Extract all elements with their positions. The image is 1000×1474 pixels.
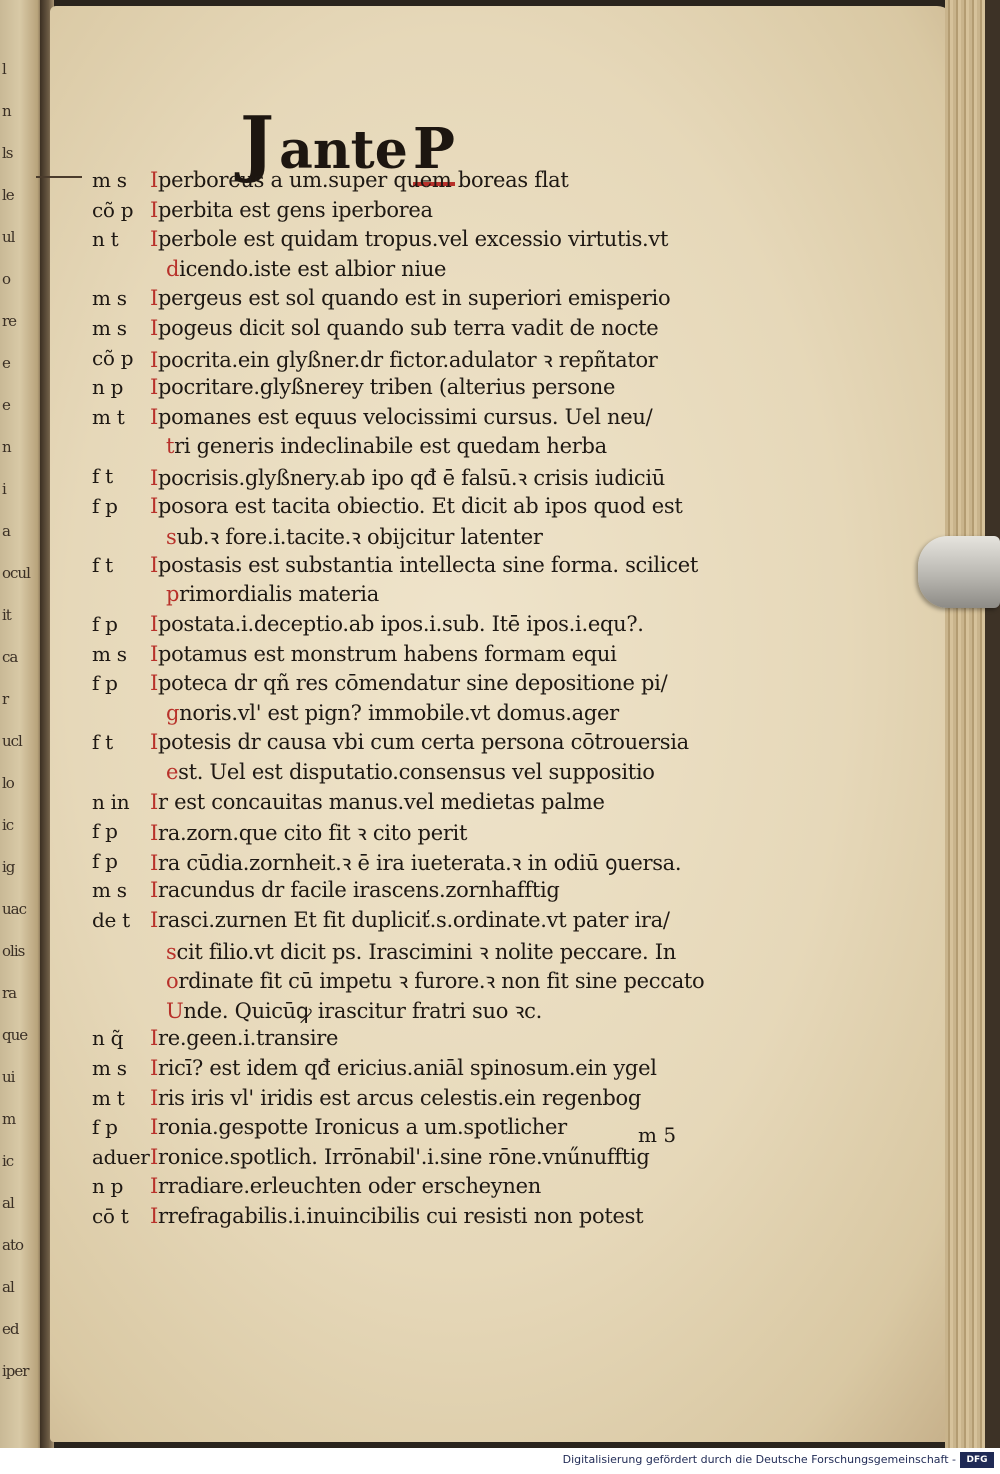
entry-text: Ipocrita.ein glyßner.dr fictor.adulator ꝛ repñtator: [150, 348, 658, 372]
entry-text: gnoris.vl' est pign? immobile.vt domus.ager: [166, 701, 619, 725]
entry-text: Ipotesis dr causa vbi cum certa persona cōtrouersia: [150, 730, 689, 754]
left-page-fragment: it: [2, 606, 11, 624]
left-page-fragment: ig: [2, 858, 15, 876]
left-page-fragment: l: [2, 60, 6, 78]
left-page-fragment: i: [2, 480, 6, 498]
entry-text: scit filio.vt dicit ps. Irascimini ꝛ nolite peccare. In: [166, 940, 677, 964]
grammar-mark: f t: [92, 464, 113, 488]
entry-text: Ironia.gespotte Ironicus a um.spotlicher: [150, 1115, 567, 1139]
book-clamp: [918, 536, 1000, 608]
dfg-logo: DFG: [960, 1452, 994, 1468]
left-page-fragment: ocul: [2, 564, 30, 582]
left-page-fragment: le: [2, 186, 14, 204]
left-page-fragment: e: [2, 396, 10, 414]
grammar-mark: f p: [92, 1115, 118, 1139]
entry-text: ordinate fit cū impetu ꝛ furore.ꝛ non fit sine peccato: [166, 969, 705, 993]
entry-text: Ipoteca dr qñ res cōmendatur sine depositione pi/: [150, 671, 668, 695]
left-page-fragment: ca: [2, 648, 18, 666]
entry-text: Iricī? est idem qđ ericius.aniāl spinosum.ein ygel: [150, 1056, 657, 1080]
entry-text: Ira cūdia.zornheit.ꝛ ē ira iueterata.ꝛ in odiū ꝯuersa.: [150, 851, 682, 875]
entry-text: Iperbita est gens iperborea: [150, 198, 433, 222]
entry-text: Irradiare.erleuchten oder erscheynen: [150, 1174, 541, 1198]
left-page-fragment: ul: [2, 228, 15, 246]
entry-text: Ipocrisis.glyßnery.ab ipo qđ ē falsū.ꝛ crisis iudiciū: [150, 466, 665, 490]
entry-text: Irasci.zurnen Et fit dupliciť.s.ordinate.vt pater ira/: [150, 908, 670, 932]
grammar-mark: f p: [92, 612, 118, 636]
left-page-fragment: ato: [2, 1236, 24, 1254]
grammar-mark: n p: [92, 375, 124, 399]
entry-text: Ipergeus est sol quando est in superiori emisperio: [150, 286, 671, 310]
entry-text: tri generis indeclinabile est quedam herba: [166, 434, 607, 458]
left-page-edge: [0, 0, 44, 1448]
grammar-mark: f t: [92, 730, 113, 754]
left-page-fragment: olis: [2, 942, 25, 960]
left-page-fragment: n: [2, 438, 11, 456]
entry-text: Iperboreus a um.super quem boreas flat: [150, 168, 569, 192]
entry-text: Ipostasis est substantia intellecta sine forma. scilicet: [150, 553, 698, 577]
grammar-mark: f t: [92, 553, 113, 577]
left-page-fragment: n: [2, 102, 11, 120]
entry-text: Ironice.spotlich. Irrōnabil'.i.sine rōne.vnűnufftig: [150, 1145, 650, 1169]
left-page-fragment: lo: [2, 774, 14, 792]
left-page-fragment: uac: [2, 900, 27, 918]
grammar-mark: n p: [92, 1174, 124, 1198]
left-page-fragment: e: [2, 354, 10, 372]
grammar-mark: cō t: [92, 1204, 129, 1228]
margin-rule: [36, 176, 82, 178]
entry-text: Ira.zorn.que cito fit ꝛ cito perit: [150, 821, 468, 845]
entry-text: Iris iris vl' iridis est arcus celestis.ein regenbog: [150, 1086, 642, 1110]
grammar-mark: m s: [92, 642, 127, 666]
entry-text: Ir est concauitas manus.vel medietas palme: [150, 790, 605, 814]
entry-text: Ipotamus est monstrum habens formam equi: [150, 642, 617, 666]
grammar-mark: aduer: [92, 1145, 150, 1169]
grammar-mark: m s: [92, 286, 127, 310]
grammar-mark: m s: [92, 1056, 127, 1080]
left-page-fragment: r: [2, 690, 9, 708]
entry-text: Iperbole est quidam tropus.vel excessio virtutis.vt: [150, 227, 669, 251]
grammar-mark: m s: [92, 878, 127, 902]
left-page-fragment: a: [2, 522, 10, 540]
book-cover-edge: [985, 0, 1000, 1448]
entry-text: Iracundus dr facile irascens.zornhafftig: [150, 878, 560, 902]
entry-text: Ipocritare.glyßnerey triben (alterius persone: [150, 375, 616, 399]
left-page-fragment: al: [2, 1278, 14, 1296]
grammar-mark: m s: [92, 316, 127, 340]
entry-text: Irrefragabilis.i.inuincibilis cui resisti non potest: [150, 1204, 644, 1228]
signature-mark: m 5: [638, 1123, 677, 1147]
left-page-fragment: ic: [2, 816, 14, 834]
grammar-mark: cõ p: [92, 346, 134, 370]
grammar-mark: n q̃: [92, 1026, 124, 1050]
entry-text: Iposora est tacita obiectio. Et dicit ab ipos quod est: [150, 494, 683, 518]
grammar-mark: f p: [92, 849, 118, 873]
entry-text: Ipogeus dicit sol quando sub terra vadit de nocte: [150, 316, 659, 340]
left-page-fragment: re: [2, 312, 17, 330]
left-page-fragment: m: [2, 1110, 16, 1128]
grammar-mark: f p: [92, 819, 118, 843]
grammar-mark: n t: [92, 227, 119, 251]
entry-text: Ire.geen.i.transire: [150, 1026, 339, 1050]
entry-text: Ipostata.i.deceptio.ab ipos.i.sub. Itē ipos.i.equ?.: [150, 612, 644, 636]
left-page-fragment: al: [2, 1194, 14, 1212]
entry-text: sub.ꝛ fore.i.tacite.ꝛ obijcitur latenter: [166, 525, 543, 549]
entry-text: Unde. Quicūꝙ irascitur fratri suo ꝛc.: [166, 999, 542, 1023]
grammar-mark: n in: [92, 790, 130, 814]
grammar-mark: m t: [92, 405, 125, 429]
grammar-mark: m s: [92, 168, 127, 192]
left-page-fragment: ed: [2, 1320, 19, 1338]
left-page-fragment: ra: [2, 984, 17, 1002]
left-page-fragment: ic: [2, 1152, 14, 1170]
left-page-fragment: iper: [2, 1362, 29, 1380]
footer-bar: [0, 1448, 1000, 1474]
grammar-mark: f p: [92, 671, 118, 695]
grammar-mark: cõ p: [92, 198, 134, 222]
running-head-text: ante: [279, 120, 408, 181]
entry-text: dicendo.iste est albior niue: [166, 257, 447, 281]
left-page-fragment: ls: [2, 144, 13, 162]
grammar-mark: f p: [92, 494, 118, 518]
footer-credit: Digitalisierung gefördert durch die Deutsche Forschungsgemeinschaft -: [562, 1453, 956, 1466]
entry-text: est. Uel est disputatio.consensus vel suppositio: [166, 760, 655, 784]
grammar-mark: m t: [92, 1086, 125, 1110]
left-page-fragment: que: [2, 1026, 28, 1044]
entry-text: Ipomanes est equus velocissimi cursus. Uel neu/: [150, 405, 653, 429]
running-head-initial: J: [240, 100, 275, 185]
left-page-fragment: o: [2, 270, 11, 288]
left-page-fragment: ui: [2, 1068, 15, 1086]
left-page-fragment: ucl: [2, 732, 22, 750]
running-head-letter: P: [413, 116, 455, 186]
entry-text: primordialis materia: [166, 582, 379, 606]
grammar-mark: de t: [92, 908, 130, 932]
